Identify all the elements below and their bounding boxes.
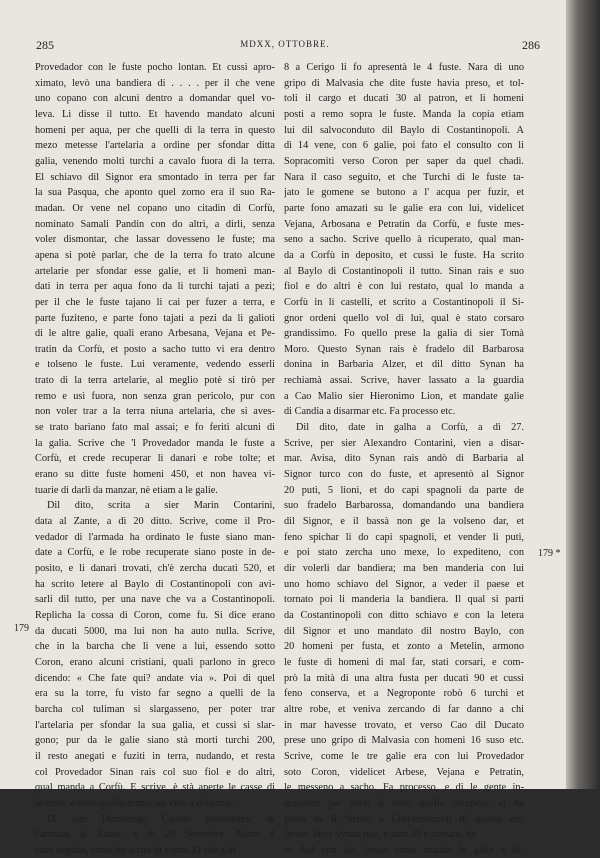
text-line: uno copano con alcuni dentro a domandar quel vo- <box>35 93 275 105</box>
text-line: parte fono amazati su le galie era con lui, videlicet <box>284 202 524 214</box>
text-line: feno conserva, et a Negroponte robò 6 turchi et <box>284 688 524 700</box>
text-line: uno homo schiavo del Signor, a veder il paese et <box>284 578 524 590</box>
text-line: galia, venendo molti turchi a cavalo fuora di la terra. <box>35 155 275 167</box>
text-line: Dil dito, date in galha a Corfù, a dì 27. <box>296 422 524 434</box>
text-line: posito, e li danari trovati, ch'è zercha ducati 520, et <box>35 563 275 574</box>
text-line: di le altre galie, quali erano Arbesana, Vejana et Pe- <box>35 328 275 340</box>
text-line: dil Signor, e il bassà non ge la volseno dar, et <box>284 516 524 528</box>
right-text-column <box>284 60 524 858</box>
text-line: qual manda a Corfù. E scrive, è stà aperte le casse di <box>35 782 275 794</box>
text-line: sarli dil tutto, per una nave che va a Costantinopoli. <box>35 594 275 606</box>
text-line: tornato poi li manderia la bandiera. Il qual si partì <box>284 594 524 606</box>
text-line: erano su ditte fuste homeni 450, et non havea vi- <box>35 469 275 481</box>
text-line: il resto anegati e fuziti in terra, nudando, et resta <box>35 750 275 762</box>
text-line: se trato bariano fato mal assai; e fo feriti alcuni di <box>35 422 275 434</box>
text-line: col Provedador Sinan rais col suo fiol e do altri, <box>35 766 275 778</box>
text-line: da ducati 5000, ma lui non ha auto nulla. Scrive, <box>35 625 275 637</box>
text-line: madan. Or vene nel copano uno citadin di Corfù, <box>35 202 275 214</box>
text-line: al Baylo di Costantinopoli il tutto. Sinan rais e suo <box>284 265 524 277</box>
text-line: nominato Samali Pandin con do altri, a dirli, senza <box>35 218 275 230</box>
text-line: Vejana, Arbosana e Petratin da Corfù, e fuste mes- <box>284 218 524 230</box>
text-line: l'armada al Zante, a dì 20 Setembre. Narra il <box>35 829 275 841</box>
text-line: leva. Li disse il tutto. Et havendo mandato alcuni <box>35 108 275 120</box>
text-line: la galia. Scrive che 'l Provedador manda le fuste a <box>35 437 275 449</box>
text-line: toli il cargo et ducati 30 al patron, et li homeni <box>284 93 524 105</box>
text-line: le fuste di homeni di mal far, stati corsari, e com- <box>284 656 524 668</box>
text-line: Replicha la cossa di Coron, come fu. Si dice erano <box>35 609 275 621</box>
text-line: trato di la terra artelarie, al meglio potè si tirò per <box>35 375 275 387</box>
text-line: prò la mità di una altra fusta per ducati 90 et cussì <box>284 672 524 684</box>
text-line: Scrive, per sier Alexandro Contarini, vien a disar- <box>284 437 524 449</box>
text-line: caso seguito, come ho scrito di sopra. Et che a dì <box>35 844 236 856</box>
text-line: per il che le fuste tajano li cai per fuzer a terra, e <box>35 296 275 308</box>
page-edge-shadow <box>566 0 600 789</box>
text-line: gono; pur da le galie siano stà morti turchi 200, <box>35 735 275 747</box>
text-line: suo fradelo Barbarossa, domandando una bandiera <box>284 500 524 512</box>
text-line: Provedador con le fuste pocho lontan. Et cussì apro- <box>35 62 275 73</box>
text-line: da Costantinopoli con ditto schiavo e con la letera <box>284 609 524 621</box>
text-line: ha scrito letere al Baylo di Costantinopoli con avi- <box>35 578 275 590</box>
text-line: remo e usì fuora, non senza gran pericolo, pur con <box>35 390 275 402</box>
text-line: lui dil salvoconduto dil Baylo di Costantinopoli. A <box>284 124 524 136</box>
text-line: dì 14 vene, con 6 galie, poi fato el consulto con li <box>284 140 524 152</box>
text-line: era su la torre, fu visto far segno a quelli de la <box>35 688 275 700</box>
text-line: Di sier Domenego Capelo provedador di <box>47 813 275 825</box>
text-line: dir volerli dar bandiera; ma ben manderia con lui <box>284 563 524 574</box>
text-line: data al Zante, a dì 20 ditto. Scrive, come il Pro- <box>35 516 275 528</box>
text-line: ximato, levò una bandiera di . . . . per il che vene <box>35 77 275 89</box>
text-line: in mar havesse trovato, et verso Cao dil Ducato <box>284 719 524 731</box>
left-margin-note: 179 <box>14 623 29 634</box>
text-line: la sua Pasqua, che aponto quel zorno era il suo Ra- <box>35 187 275 199</box>
text-line: 20 homeni per fusta, et zonto a Metelin, armono <box>284 641 524 653</box>
text-line: Aviso, ditto Synan ruis, è anni 45 è corsaro, ha <box>284 829 476 841</box>
text-line: gripo di Malvasia che dite fuste havia preso, et tol- <box>284 77 524 89</box>
right-page-number: 286 <box>522 38 540 52</box>
text-line: mezo metesse l'artelaria a ordine per sfondar ditta <box>35 140 275 152</box>
text-line: dil Signor et uno mandato dil nostro Baylo, con <box>284 625 524 637</box>
text-line: Dil dito, scrita a sier Marin Contarini, <box>47 500 275 512</box>
text-line: Signor turco con do fuste, et apresentò al Signor <box>284 469 524 481</box>
text-line: posto de li. Scrito a Costantinopoli di questo etc. <box>284 813 524 825</box>
text-line: Corfù, et crede recuperar li danari e robe tolte; et <box>35 453 275 465</box>
text-line: fiol e do altri è con lui restato, qual lo manda a <box>284 281 524 293</box>
left-text-column <box>35 60 275 858</box>
text-line: non voler trar a la terra niuna artelaria, che si aves- <box>35 406 275 418</box>
text-line: di Candia a disarmar etc. Fa processo etc. <box>284 406 456 418</box>
text-line: 20 puti, 5 lioni, et do capi spagnoli da parte de <box>284 484 524 496</box>
text-line: voler dismontar, che lassar dovesseno le fuste; ma <box>35 234 275 246</box>
text-line: vedador di l'armada ha ordinato le fuste siano man- <box>35 531 275 543</box>
text-line: rechiamà assai. Scrive, haver lassato a la guardia <box>284 375 524 387</box>
text-line: donina in Barbaria Alzer, et dil ditto Synan ha <box>284 359 524 371</box>
text-line: posti a remo sopra le fuste. Manda la copia etiam <box>284 108 524 120</box>
text-line: Moro. Questo Synan rais è fradelo dil Barbarosa <box>284 343 524 355</box>
text-line: parte fuziteno, e parte fono tajati a pezi da li galioti <box>35 312 275 324</box>
text-line: e poi stato zercha uno mexe, lo expediteno, con <box>284 547 524 559</box>
text-line: mar. Avisa, dito Synan rais andò di Barbaria al <box>284 453 524 465</box>
text-line: El schiavo dil Signor era smontado in terra per far <box>35 171 275 183</box>
text-line: feno spichar li do capi spagnoli, et vender li puti, <box>284 531 524 543</box>
text-line: l'artelaria per sfondar la sua galia, et cussì si slar- <box>35 719 275 731</box>
text-line: grandissimo. Fo quello prese la galia di sier Tomà <box>284 328 524 340</box>
right-margin-note: 179 * <box>538 548 561 559</box>
text-line: gnor ordeni quello vol di lui, qual è stato corsaro <box>284 312 524 324</box>
left-page-number: 285 <box>36 38 54 52</box>
text-line: Nara il caso seguito, et che Turchi di le fuste ta- <box>284 171 524 183</box>
text-line: 8 a Cerigo li fo apresentà le 4 fuste. Nara di uno <box>284 62 524 73</box>
text-line: artelarie per sfondar esse galie, et li homeni man- <box>35 265 275 277</box>
text-line: homeni per aqua, per che quelli di la terra in questo <box>35 124 275 136</box>
text-line: e tolseno le fuste. Lui veramente, vedendo esserli <box>35 359 275 371</box>
text-line: barcha col tuliman si slargasseno, per poter trar <box>35 703 275 715</box>
text-line: che in la barcha che li vene a lui, essendo sotto <box>35 641 275 653</box>
text-line: dicendo: « Che fate qui? andate via ». Poi di quel <box>35 672 275 684</box>
text-line: le fuste, e tolto quello erano: lui vien a disarmar. <box>35 797 235 809</box>
text-line: da a Corfù in deposito, et cussì le fuste. Ha scrito <box>284 249 524 261</box>
text-line: le messeno a sacho. Fa processo, e di le gente in- <box>284 782 524 794</box>
page-header <box>30 38 540 54</box>
text-line: dati in terra per aqua fono da li turchi tajati a pezi; <box>35 281 275 293</box>
text-line: seno a sacho. Scrive quello à ricuperato, qual man- <box>284 234 524 246</box>
text-line: Scrive, come le tre galie era con lui Provedador <box>284 750 524 762</box>
text-line: apena si potè parlar, che de la terra fo trato alcune <box>35 249 275 261</box>
text-line: altre robe, et veniva zercando di far danno a chi <box>284 703 524 715</box>
text-line: date a Corfù, e le robe recuperate siano poste in de- <box>35 547 275 559</box>
text-line: Coron, erano alcuni cristiani, quali parlono in greco <box>35 656 275 668</box>
text-line: soto Coron, videlicet Arbese, Vejana e Petratin, <box>284 766 524 778</box>
text-line: a Cao Malio sier Hieronimo Lion, et mandate galie <box>284 390 524 402</box>
text-line: jato le gomene se butono a l' acqua per fuzir, et <box>284 187 524 199</box>
text-line: Sopracomiti verso Coron per saper da quel chadi. <box>284 155 524 167</box>
text-line: so fiol con lui. Avisa come manda le galie a di- <box>284 844 524 856</box>
text-line: prese uno gripo di Malvasia con homeni 16 suso etc. <box>284 735 524 747</box>
text-line: quisition per notar il tutto quello recupera, et ha <box>284 797 524 809</box>
running-title: MDXX, OTTOBRE. <box>240 39 330 49</box>
text-line: tratin da Corfù, et posto a sacho tutto vi era dentro <box>35 343 275 355</box>
text-line: Corfù in li castelli, et scrito a Costantinopoli il Si- <box>284 296 524 308</box>
text-line: tuarie di darli da manzar, nè etiam a le galie. <box>35 484 218 496</box>
